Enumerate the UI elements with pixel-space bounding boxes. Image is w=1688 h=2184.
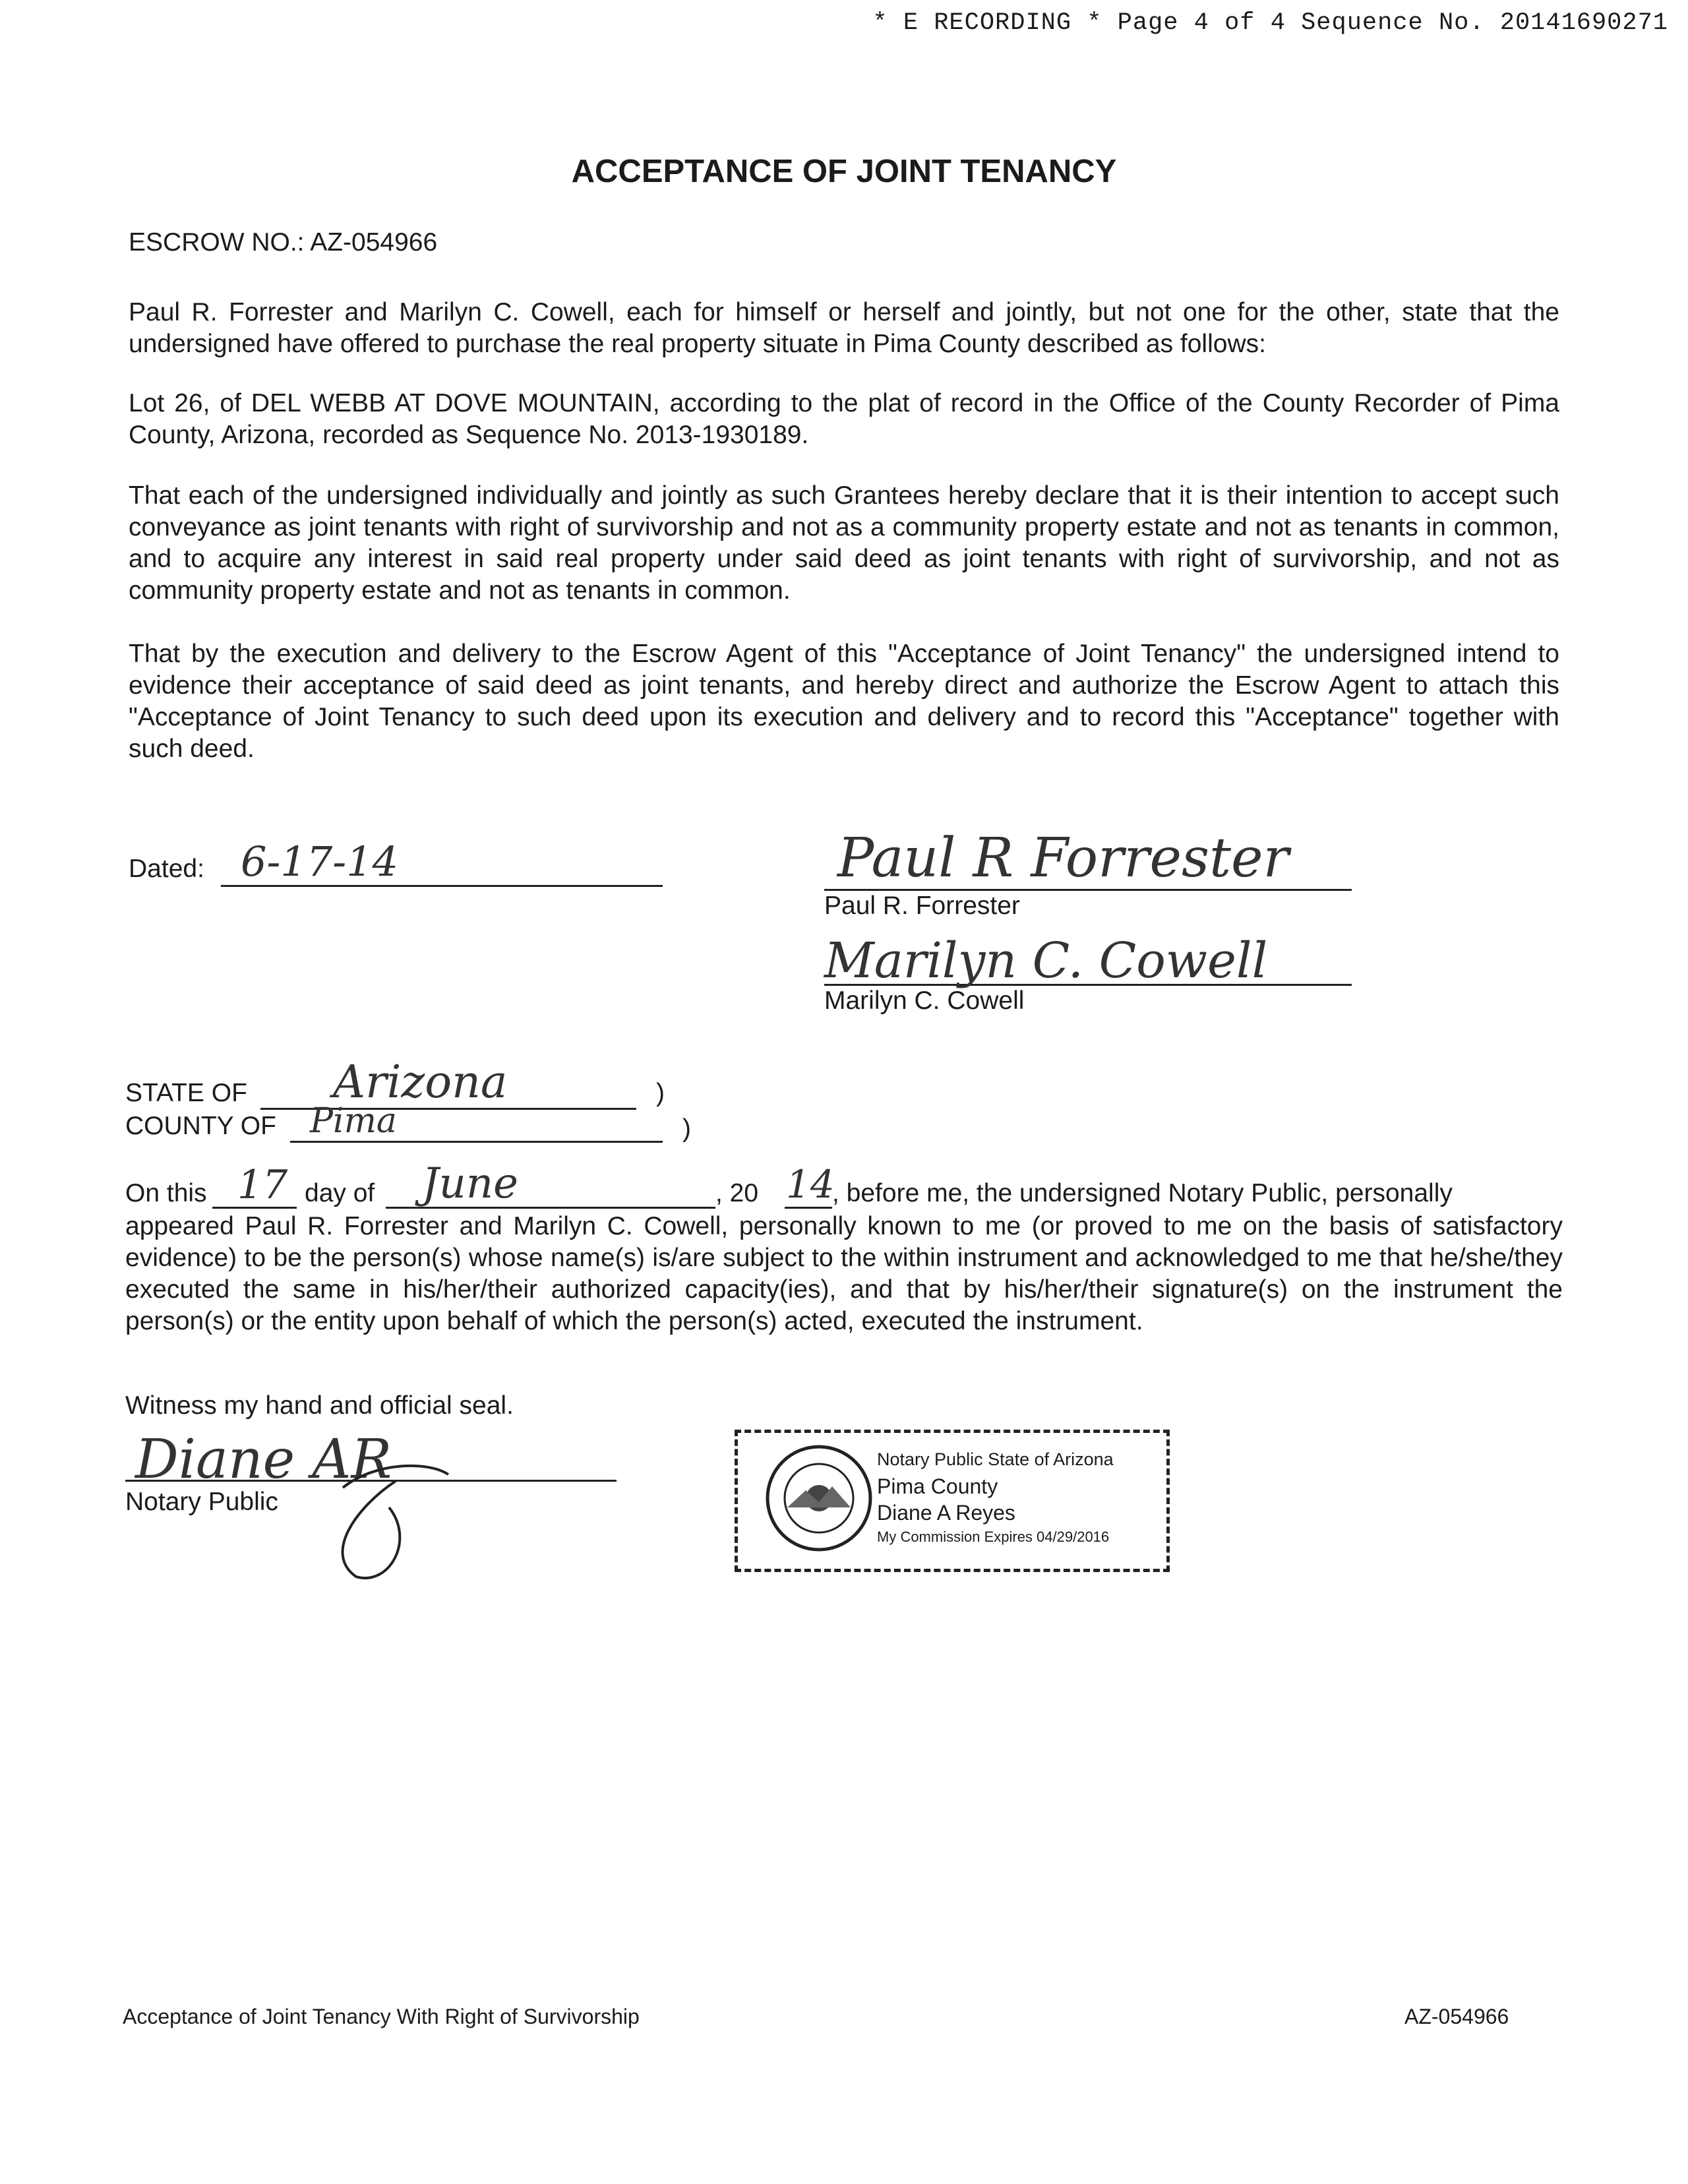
paragraph-escrow-authorization: That by the execution and delivery to the Escrow Agent of this "Acceptance of Joint Tenancy" the undersigned intend to evidence their acceptance of said deed as joint tenants, and hereby direct and authorize the Escrow Agent to attach this "Acceptance of Joint Tenancy to such deed upon its execution and delivery and to record this "Acceptance" together with such deed. [129,640,1559,763]
acknowledgment-first-line: , before me, the undersigned Notary Public, personally [832,1179,1453,1207]
recording-header: * E RECORDING * Page 4 of 4 Sequence No. 20141690271 [872,9,1668,37]
year-prefix: , 20 [715,1179,759,1207]
stamp-line-2: Pima County [877,1474,998,1498]
county-value: Pima [310,1101,397,1141]
year-value: 14 [786,1162,835,1207]
escrow-value: AZ-054966 [310,228,438,257]
day-of-label: day of [305,1179,375,1207]
state-value: Arizona [333,1056,508,1108]
state-paren: ) [656,1079,665,1107]
signature-marilyn-cowell: Marilyn C. Cowell [824,932,1268,989]
paragraph-parties: Paul R. Forrester and Marilyn C. Cowell, each for himself or herself and jointly, but not one for the other, state that the undersigned have offered to purchase the real property situate in Pima County described as follows: [129,298,1559,358]
paragraph-legal-description: Lot 26, of DEL WEBB AT DOVE MOUNTAIN, according to the plat of record in the Office of the County Recorder of Pima County, Arizona, recorded as Sequence No. 2013-1930189. [129,389,1559,449]
stamp-line-1: Notary Public State of Arizona [877,1449,1114,1469]
notary-signature: Diane AR [135,1428,392,1491]
dated-value: 6-17-14 [241,837,399,886]
paragraph-intention: That each of the undersigned individually and jointly as such Grantees hereby declare that it is their intention to accept such conveyance as joint tenants with right of survivorship and not as a community property estate and not as tenants in common, and to acquire any interest in said real property under said deed as joint tenants with right of survivorship, and not as community property estate and not as tenants in common. [129,481,1559,605]
signer-name-1: Paul R. Forrester [824,892,1020,920]
dated-label: Dated: [129,855,204,883]
month-value: June [422,1159,518,1208]
footer-escrow: AZ-054966 [1404,2005,1509,2028]
signer-name-2: Marilyn C. Cowell [824,986,1025,1015]
day-value: 17 [237,1162,288,1208]
witness-text: Witness my hand and official seal. [125,1391,514,1420]
state-seal-icon [764,1443,874,1554]
on-this-label: On this [125,1179,207,1207]
stamp-line-3: Diane A Reyes [877,1501,1015,1525]
state-label: STATE OF [125,1079,247,1107]
escrow-label: ESCROW NO.: [129,228,305,257]
signature-paul-forrester: Paul R Forrester [837,827,1289,890]
notary-signature-flourish [316,1455,462,1587]
document-title: ACCEPTANCE OF JOINT TENANCY [571,154,1117,189]
stamp-line-4: My Commission Expires 04/29/2016 [877,1529,1110,1545]
acknowledgment-body: appeared Paul R. Forrester and Marilyn C. Cowell, personally known to me (or proved to me on the basis of satisfactory evidence) to be the person(s) whose name(s) is/are subject to the within instrument and acknowledged to me that he/she/they executed the same in his/her/their authorized capacity(ies), and that by his/her/their signature(s) on the instrument the person(s) or the entity upon behalf of which the person(s) acted, executed the instrument. [125,1212,1563,1335]
county-paren: ) [682,1114,691,1143]
notary-public-label: Notary Public [125,1488,278,1516]
county-label: COUNTY OF [125,1112,276,1140]
footer-title: Acceptance of Joint Tenancy With Right of Survivorship [123,2005,640,2028]
escrow-number [129,228,437,257]
